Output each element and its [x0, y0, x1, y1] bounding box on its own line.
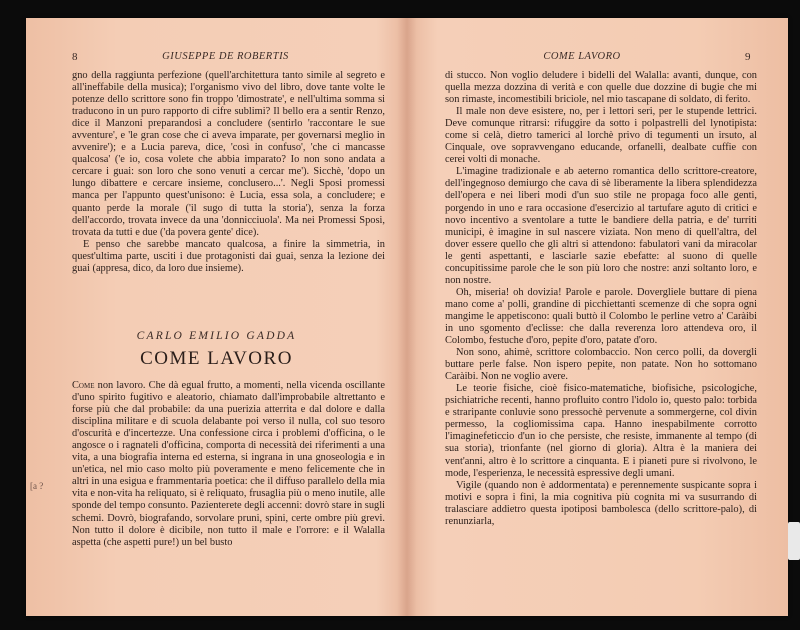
margin-note: [a ?: [30, 481, 44, 491]
chapter-opening-word: Come: [72, 380, 95, 391]
right-page: [407, 18, 788, 616]
paragraph: Vigile (quando non è addormentata) e perennemente suspicante sopra i motivi e sopra i fini, la mia cognitiva più cognita mi va susurrando di tralasciare addietro questa ipotiposi bambolesca (dello scrittore-palo), di renunziarla,: [445, 479, 757, 527]
left-page: [26, 18, 407, 616]
running-head: GIUSEPPE DE ROBERTIS: [162, 51, 289, 62]
paragraph: Oh, miseria! oh dovizia! Parole e parole. Dovergliele buttare di piena mano come a' polli, grandine di picchiettanti scemenze di che sopra ogni mangime le appetiscono: quali buttò il Colombo le perline vetro a' Caràibi in uno sgomento d'eclisse: che dalla reverenza loro attendeva oro, il Colombo, festuche d'oro, pepite d'oro, patate d'oro.: [445, 286, 757, 347]
chapter-title: COME LAVORO: [140, 348, 293, 369]
paragraph: Il male non deve esistere, no, per i lettori seri, per le stupende lettrici. Deve comunque ritrarsi: rifuggire da sotto i polpastrelli del lynotipista: come si celà, dietro tamerici al lorchè privo di tegumenti un irsuto, al Cinquale, ove sopravvengano educande, orfanelli, dealbate cuffie con cerei volti di monache.: [445, 106, 757, 166]
scan-edge-tab: [788, 522, 800, 560]
page-number: 9: [745, 51, 751, 63]
paragraph: gno della raggiunta perfezione (quell'architettura tanto simile al segreto e all'ineffabile della musica); l'organismo vivo del libro, dove tante volte le potenze dello scrittore sono fin troppo 'dimostrate', e nell'ultima somma si traducono in un puro rapporto di cifre sublimi? Il bello era a sentir Renzo, dice il Manzoni preparandosi a concludere (sentirlo 'raccontare le sue avventure', e 'le gran cose che ci aveva imparate, per governarsi meglio in avvenire'); e a Lucia pareva, dice, 'così in confuso', 'che ci mancasse qualcosa' ('e io, cosa volete che abbia imparato? Io non sono andata a cercare i guai: son loro che sono venuti a cercar me'). Sicchè, 'dopo un lungo dibattere e cercare insieme, conclusero...'. Negli Sposi promessi manca per l'appunto quest'unisono: è Lucia, essa sola, a concludere; e quanto perde la morale ('il sugo di tutta la storia'), senza la forza dell'accordo, trovata invece da una 'donnicciuola'. Ma nei Promessi Sposi, trovata da tutti e due ('da povera gente' dice).: [72, 70, 385, 238]
paragraph: [72, 380, 385, 549]
paragraph: Non sono, ahimè, scrittore colombaccio. Non cerco polli, da dovergli buttare perle false. Non ispero pepite, non patate. Non ho sottomano Caràibi. Non ne voglio avere.: [445, 347, 757, 383]
paragraph: L'imagine tradizionale e ab aeterno romantica dello scrittore-creatore, dell'ingegnoso demiurgo che cava di sè liberamente la libera splendidezza dell'opera e nei liberi modi d'un suo stile ne propaga foco alle genti, porgendo in uno e rara occasione d'esercizio al tartufare aguto di critici e novo incentivo a sventolare a tutte le bandiere della patria, e de' turriti municipi, è imagine in sul nascere viziata. Non meno di quell'altra, del dover essere quello che gli altri si attendono: fabulatori vani da miracolar le genti aspettanti, e lasciarle sazie ebefatte: al suono di quelle concupitissime parole che le son più loro che nostre: anzi soltanto loro, e non nostre.: [445, 166, 757, 286]
chapter-text: non lavoro. Che dà egual frutto, a momenti, nella vicenda oscillante d'uno spirito fugitivo e aleatorio, chiamato dall'improbabile altrettanto e forse più che dal probabile: da una puerizia atterrita e dal dolore e dalla disciplina militare e di scuola delabante poi verso il nulla, col suo tesoro d'oscurità e d'incertezze. Una confessione circa i problemi d'officina, o le angosce o i ragnateli d'officina, comporta di necessità dei riferimenti a una vita, a una biografia interna ed esterna, si ingrana in una gnoseologia e in un'etica, nel mio caso molto più poveramente e meno felicemente che in altri in una esigua e frammentaria poetica: che il diffuso parallelo della mia vita e non-vita ha reliquato, si è reliquato, frusaglia più o meno inutile, alle sponde del tempo consunto. Pazienterete degli accenni: dovrò stare in sugli schemi. Dovrò, biografando, sorvolare pruni, spini, certe ombre più grevi. Non tutto il dolore è dicibile, non tutto il male e l'orrore: e il Walalla aspetta (che aspetti pure!) un bel busto: [72, 380, 385, 548]
paragraph: Le teorie fisiche, cioè fisico-matematiche, biofisiche, psicologiche, psichiatriche recenti, hanno profluito contro l'idolo io, questo palo: torbida e straripante conluvie sono pressochè pervenute a sommergerne, col divin permesso, la cogliomissima capa. Hanno inespabilmente corrotto l'imaginefeticcio d'un io che persiste, che resiste, immanente al tempo (di sua storia), trionfante (nel giorno di gloria). Altra è la maniera dei vent'anni, altro è lo scrittore a cinquanta. E i pianeti pure si rivolvono, le mode, l'esperienza, le necessità espressive degli umani.: [445, 383, 757, 479]
running-head: COME LAVORO: [543, 51, 621, 62]
right-body-text: [445, 70, 757, 528]
chapter-body-text: [72, 380, 385, 549]
paragraph: di stucco. Non voglio deludere i bidelli del Walalla: avanti, dunque, con quella mezza dozzina di verità e con quelle due dozzine di bugie che mi son rimaste, incomestibili briciole, nel mio tascapane di soldato, di ferito.: [445, 70, 757, 106]
page-number: 8: [72, 51, 78, 63]
left-body-text: [72, 70, 385, 275]
book-spread: [26, 18, 788, 616]
paragraph: E penso che sarebbe mancato qualcosa, a finire la simmetria, in quest'ultima parte, usciti i due protagonisti dai guai, senza la lezione dei guai (appresa, dico, da loro due insieme).: [72, 238, 385, 274]
chapter-author: CARLO EMILIO GADDA: [136, 330, 297, 342]
